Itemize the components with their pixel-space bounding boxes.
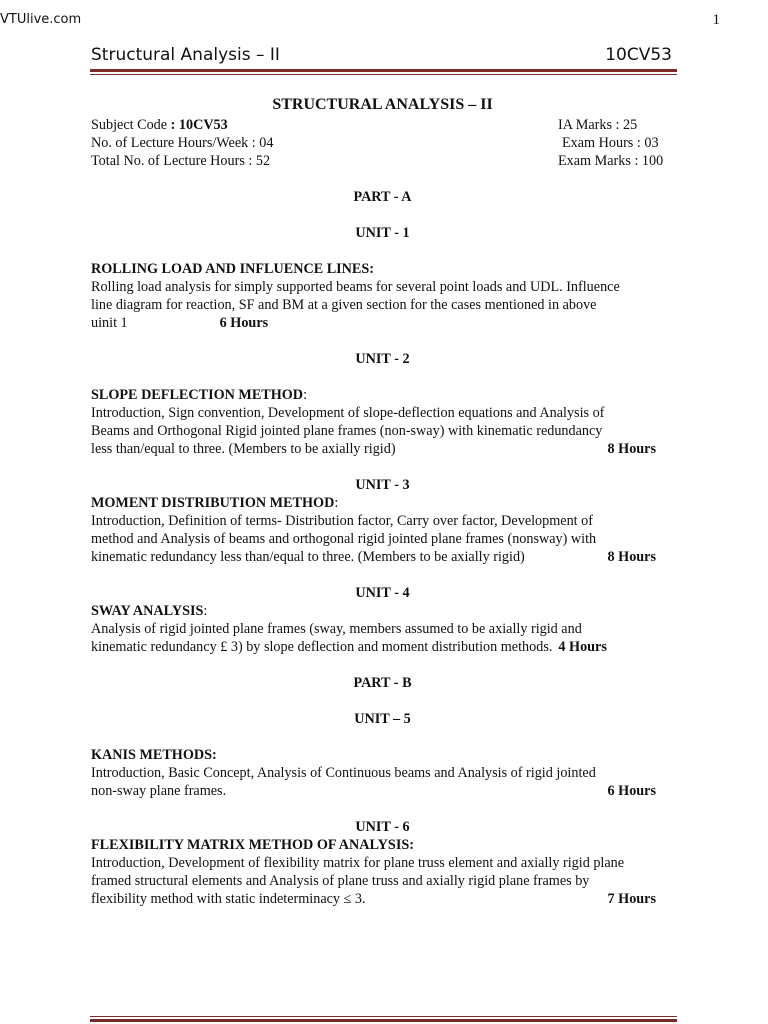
unit-4-heading: UNIT - 4 xyxy=(355,585,410,601)
document-body xyxy=(91,94,674,908)
unit-2-heading: UNIT - 2 xyxy=(355,351,410,367)
meta-row-3 xyxy=(91,152,674,170)
part-b-heading: PART - B xyxy=(353,675,412,691)
running-header-title: Structural Analysis – II xyxy=(91,45,280,65)
total-lecture-hours: Total No. of Lecture Hours : 52 xyxy=(91,153,271,169)
site-name: VTUlive.com xyxy=(0,12,82,27)
exam-marks: Exam Marks : 100 xyxy=(558,153,664,169)
header-rule-thick xyxy=(90,69,677,72)
lecture-hours-week: No. of Lecture Hours/Week : 04 xyxy=(91,135,274,151)
unit-4-title: SWAY ANALYSIS: xyxy=(91,603,208,619)
unit-2-title: SLOPE DEFLECTION METHOD: xyxy=(91,387,308,403)
unit-3-title: MOMENT DISTRIBUTION METHOD: xyxy=(91,495,339,511)
part-a-heading: PART - A xyxy=(353,189,412,205)
running-header-code: 10CV53 xyxy=(605,45,672,65)
exam-hours: Exam Hours : 03 xyxy=(562,135,659,151)
unit-3-hours: 8 Hours xyxy=(607,549,656,565)
subject-code xyxy=(91,116,228,134)
subject-code-label: Subject Code xyxy=(91,117,171,133)
document-title: STRUCTURAL ANALYSIS – II xyxy=(272,96,493,113)
footer-rule-thin xyxy=(90,1016,677,1017)
ia-marks: IA Marks : 25 xyxy=(558,117,638,133)
unit-5-text: Introduction, Basic Concept, Analysis of Continuous beams and Analysis of rigid jointed non-sway plane frames. 6 Hours xyxy=(91,765,656,799)
meta-row-1 xyxy=(91,116,674,134)
unit-2-hours: 8 Hours xyxy=(607,441,656,457)
unit-5-title: KANIS METHODS: xyxy=(91,747,217,763)
unit-5-hours: 6 Hours xyxy=(607,783,656,799)
unit-3-heading: UNIT - 3 xyxy=(355,477,410,493)
unit-1-hours: 6 Hours xyxy=(219,315,269,331)
subject-code-value: : 10CV53 xyxy=(170,117,228,133)
unit-5-heading: UNIT – 5 xyxy=(354,711,411,727)
unit-1-title: ROLLING LOAD AND INFLUENCE LINES: xyxy=(91,261,375,277)
header-rule-thin xyxy=(90,74,677,75)
unit-2-text: Introduction, Sign convention, Development of slope-deflection equations and Analysis of Beams and Orthogonal Rigid jointed plane frames (non-sway) with kinematic redundancy less than/equal to three. (Members to be axially rigid) 8 Hours xyxy=(91,405,656,457)
unit-3-text: Introduction, Definition of terms- Distribution factor, Carry over factor, Development of method and Analysis of beams and orthogonal rigid jointed plane frames (nonsway) with kinematic redundancy less than/equal to three. (Members to be axially rigid) 8 Hours xyxy=(91,513,656,565)
footer-rule-thick xyxy=(90,1019,677,1022)
unit-1-text: Rolling load analysis for simply supported beams for several point loads and UDL. Influence line diagram for reaction, SF and BM at a given section for the cases mentioned in above uinit 1 6 Hours xyxy=(91,279,620,331)
unit-6-text: Introduction, Development of flexibility matrix for plane truss element and axially rigid plane framed structural elements and Analysis of plane truss and axially rigid plane frames by flexibility method with static indeterminacy ≤ 3. 7 Hours xyxy=(91,855,656,907)
unit-6-hours: 7 Hours xyxy=(607,891,656,907)
page-number: 1 xyxy=(712,12,720,28)
meta-row-2 xyxy=(91,134,674,152)
unit-1-heading: UNIT - 1 xyxy=(355,225,410,241)
unit-4-text: Analysis of rigid jointed plane frames (sway, members assumed to be axially rigid and kinematic redundancy £ 3) by slope deflection and moment distribution methods. 4 Hours xyxy=(91,621,607,655)
unit-4-hours: 4 Hours xyxy=(558,639,607,655)
unit-6-title: FLEXIBILITY MATRIX METHOD OF ANALYSIS: xyxy=(91,837,414,853)
unit-6-heading: UNIT - 6 xyxy=(355,819,410,835)
